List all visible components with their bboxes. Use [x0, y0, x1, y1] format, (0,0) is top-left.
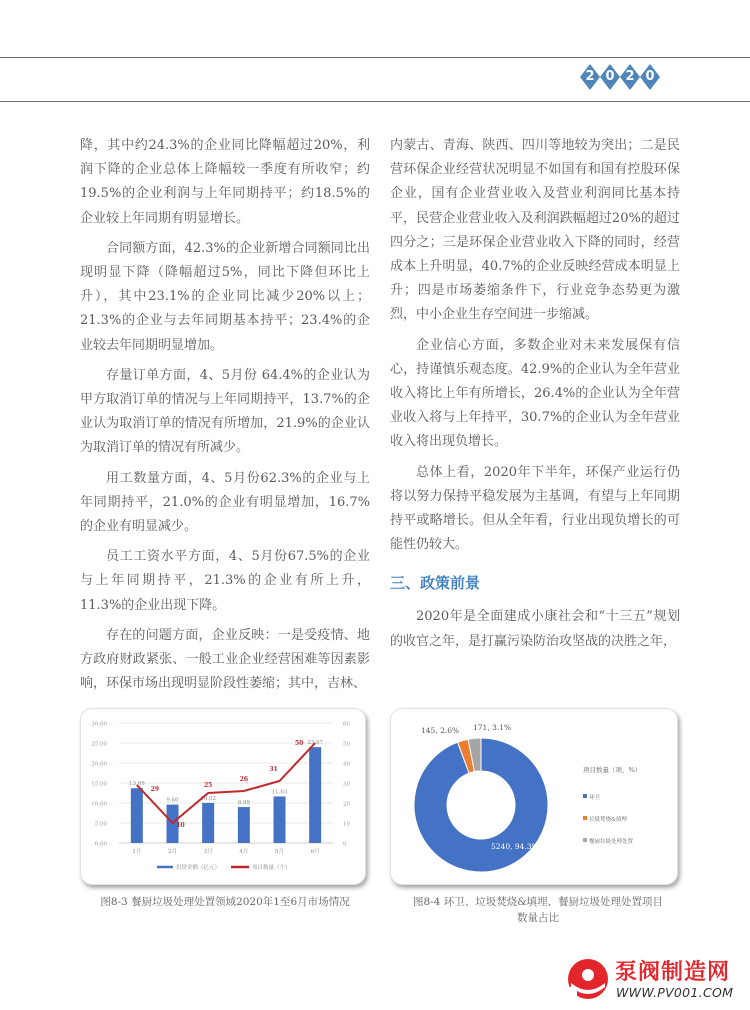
slice-data-label: 171, 3.1%: [473, 723, 512, 732]
legend-swatch: [583, 794, 587, 798]
bar-data-label: 9.60: [166, 797, 179, 804]
y-left-tick-label: 30.00: [91, 721, 107, 728]
paragraph: 总体上看，2020年下半年，环保产业运行仍将以努力保持平稳发展为主基调，有望与上年同期持平或略增长。但从全年看，行业出现负增长的可能性仍较大。: [390, 464, 680, 553]
line-data-label: 50: [294, 740, 304, 747]
y-left-tick-label: 15.00: [91, 781, 107, 788]
figure-caption: [393, 894, 683, 926]
x-tick-label: 4月: [239, 849, 249, 855]
y-right-tick-label: 0: [343, 841, 347, 848]
legend-label: 投资金额（亿元）: [176, 865, 221, 871]
caption-line: 图8-4 环卫、垃圾焚烧&填埋、餐厨垃圾处理处置项目: [412, 896, 664, 908]
bar-data-label: 11.63: [271, 789, 288, 796]
year-digit-diamond: [580, 64, 600, 90]
x-tick-label: 5月: [275, 849, 284, 855]
bar: [202, 803, 214, 843]
y-right-tick-label: 50: [343, 741, 350, 748]
paragraph: 用工数量方面，4、5月份62.3%的企业与上年同期持平，21.0%的企业有明显增加，16.7%的企业有明显减少。: [80, 470, 370, 535]
legend-label: 环卫: [589, 795, 601, 801]
y-left-tick-label: 10.00: [91, 801, 107, 808]
year-digit: 0: [645, 69, 655, 84]
y-left-tick-label: 5.00: [94, 821, 107, 828]
paragraph: 降，其中约24.3%的企业同比降幅超过20%，利润下降的企业总体上降幅较一季度有所收窄；约19.5%的企业利润与上年同期持平；约18.5%的企业较上年同期有明显增长。: [80, 138, 370, 226]
combo-chart: [81, 709, 365, 884]
y-right-tick-label: 30: [343, 781, 350, 788]
x-tick-label: 2月: [168, 849, 177, 855]
year-digit-diamond: [640, 64, 660, 90]
x-tick-label: 6月: [310, 849, 320, 855]
donut-chart: [391, 709, 677, 884]
slice-data-label: 5240, 94.3%: [491, 842, 539, 851]
y-right-tick-label: 20: [343, 801, 350, 808]
slice-data-label: 145, 2.6%: [421, 726, 460, 735]
y-left-tick-label: 0.00: [94, 841, 107, 848]
header-rule-bottom: [0, 101, 750, 102]
legend-swatch: [583, 816, 587, 820]
x-tick-label: 3月: [203, 849, 213, 855]
paragraph: 合同额方面，42.3%的企业新增合同额同比出现明显下降（降幅超过5%，同比下降但环比上升），其中23.1%的企业同比减少20%以上；21.3%的企业与去年同期基本持平；23.4%的企业较去年同期明显增加。: [80, 240, 370, 353]
legend-title: 项目数量（项，%）: [583, 766, 642, 774]
caption-line: 数量占比: [517, 912, 559, 924]
legend-label: 垃圾焚烧&填埋: [589, 817, 627, 823]
chart-card-market: [80, 708, 366, 885]
line-data-label: 31: [269, 766, 278, 773]
paragraph: 存量订单方面，4、5月份 64.4%的企业认为甲方取消订单的情况与上年同期持平，13.7%的企业认为取消订单的情况有所增加，21.9%的企业认为取消订单的情况有所减少。: [80, 367, 370, 456]
paragraph: 员工工资水平方面，4、5月份67.5%的企业与上年同期持平，21.3%的企业有所上升，11.3%的企业出现下降。: [80, 549, 370, 613]
legend-label: 餐厨垃圾处理处置: [589, 839, 634, 845]
y-right-tick-label: 40: [343, 761, 350, 768]
bar: [238, 807, 250, 843]
bar-data-label: 23.97: [307, 740, 324, 747]
pump-logo-icon: [565, 957, 611, 1001]
year-digit-diamond: [620, 64, 640, 90]
left-text-column: [80, 134, 370, 696]
line-data-label: 25: [203, 782, 213, 789]
paragraph: 企业信心方面，多数企业对未来发展保有信心，持谨慎乐观态度。42.9%的企业认为全年营业收入将比上年有所增长，26.4%的企业认为全年营业收入将与上年持平，30.7%的企业认为全年营业收入将出现负增长。: [390, 337, 680, 450]
year-digit-diamond: [600, 64, 620, 90]
bar: [131, 788, 143, 843]
bar: [309, 747, 321, 843]
logo-text: 泵阀制造网: [615, 960, 731, 985]
year-badge: [580, 64, 660, 90]
legend-swatch: [583, 838, 587, 842]
year-digit: 2: [625, 69, 635, 84]
chart-card-donut: [390, 708, 678, 885]
bar: [274, 796, 286, 843]
bar-data-label: 8.99: [237, 800, 250, 807]
paragraph: 2020年是全面建成小康社会和“十三五”规划的收官之年，是打赢污染防治攻坚战的决胜之年，: [390, 609, 680, 649]
y-left-tick-label: 25.00: [91, 741, 107, 748]
right-text-column: [390, 134, 680, 654]
bar-data-label: 13.69: [128, 781, 145, 788]
line-data-label: 26: [239, 776, 249, 783]
y-left-tick-label: 20.00: [91, 761, 107, 768]
bar-data-label: 10.02: [200, 795, 217, 802]
line-data-label: 29: [150, 786, 160, 793]
logo-url: WWW.PV001.COM: [616, 985, 734, 1000]
paragraph: 内蒙古、青海、陕西、四川等地较为突出；二是民营环保企业经营状况明显不如国有和国有控股环保企业，国有企业营业收入及营业利润同比基本持平，民营企业营业收入及利润跌幅超过20%的超过四分之；三是环保企业营业收入下降的同时，经营成本上升明显，40.7%的企业反映经营成本明显上升；四是市场萎缩条件下，行业竞争态势更为激烈，中小企业生存空间进一步缩减。: [390, 138, 680, 323]
header-rule-top: [0, 57, 750, 58]
section-heading: 三、政策前景: [390, 574, 481, 593]
line-data-label: 10: [176, 822, 185, 829]
year-digit: 0: [605, 69, 615, 84]
site-logo[interactable]: [565, 955, 745, 1005]
paragraph: 存在的问题方面，企业反映：一是受疫情、地方政府财政紧张、一般工业企业经营困难等因素影响，环保市场出现明显阶段性萎缩；其中，吉林、: [80, 627, 370, 692]
y-right-tick-label: 60: [343, 721, 350, 728]
figure-caption: 图8-3 餐厨垃圾处理处置领域2020年1至6月市场情况: [100, 896, 350, 908]
y-right-tick-label: 10: [343, 821, 350, 828]
year-digit: 2: [585, 69, 595, 84]
x-tick-label: 1月: [132, 849, 142, 855]
legend-label: 项目数量（个）: [252, 865, 291, 871]
